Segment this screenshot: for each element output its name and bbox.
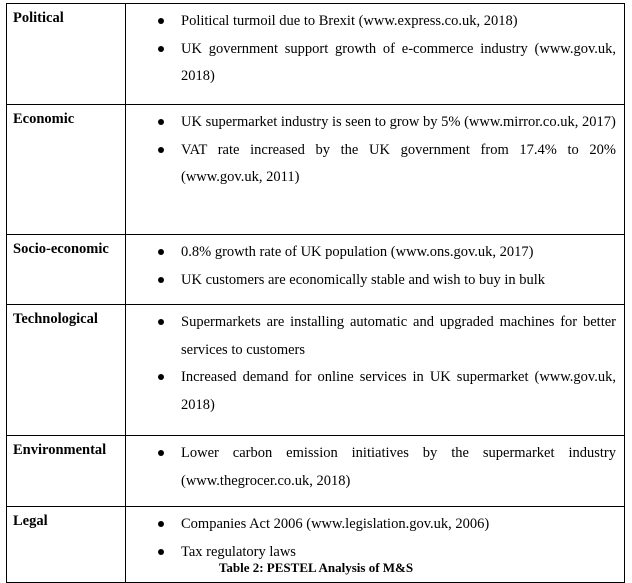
factor-label-environmental: Environmental	[7, 436, 126, 507]
points-cell	[126, 436, 625, 507]
table-row	[7, 436, 625, 507]
table-row	[7, 105, 625, 235]
table-row	[7, 305, 625, 436]
points-cell	[126, 305, 625, 436]
table-caption: Table 2: PESTEL Analysis of M&S	[218, 560, 414, 575]
factor-label-economic: Economic	[7, 105, 126, 235]
factor-label-political: Political	[7, 4, 126, 105]
points-cell	[126, 105, 625, 235]
bullet-point: Supermarkets are installing automatic and upgraded machines for better services to customers	[126, 309, 616, 364]
bullet-point: Lower carbon emission initiatives by the supermarket industry (www.thegrocer.co.uk, 2018)	[126, 440, 616, 495]
bullet-point: UK customers are economically stable and wish to buy in bulk	[126, 267, 616, 295]
table-row	[7, 235, 625, 305]
bullet-point: UK supermarket industry is seen to grow by 5% (www.mirror.co.uk, 2017)	[126, 109, 616, 137]
bullet-point: UK government support growth of e-commerce industry (www.gov.uk, 2018)	[126, 36, 616, 91]
bullet-point: VAT rate increased by the UK government from 17.4% to 20% (www.gov.uk, 2011)	[126, 137, 616, 192]
bullet-list	[126, 109, 616, 192]
bullet-point: Political turmoil due to Brexit (www.express.co.uk, 2018)	[126, 8, 616, 36]
bullet-list	[126, 440, 616, 495]
points-cell	[126, 235, 625, 305]
bullet-list	[126, 309, 616, 419]
bullet-list	[126, 239, 616, 294]
bullet-list	[126, 511, 616, 566]
bullet-point: 0.8% growth rate of UK population (www.ons.gov.uk, 2017)	[126, 239, 616, 267]
factor-label-socio-economic: Socio-economic	[7, 235, 126, 305]
factor-label-legal: Legal	[7, 507, 126, 583]
bullet-point: Increased demand for online services in UK supermarket (www.gov.uk, 2018)	[126, 364, 616, 419]
bullet-point: Companies Act 2006 (www.legislation.gov.uk, 2006)	[126, 511, 616, 539]
factor-label-technological: Technological	[7, 305, 126, 436]
bullet-list	[126, 8, 616, 91]
points-cell	[126, 4, 625, 105]
bullet-point: Tax regulatory laws	[126, 539, 616, 567]
table-row	[7, 4, 625, 105]
pestel-table	[6, 3, 625, 583]
